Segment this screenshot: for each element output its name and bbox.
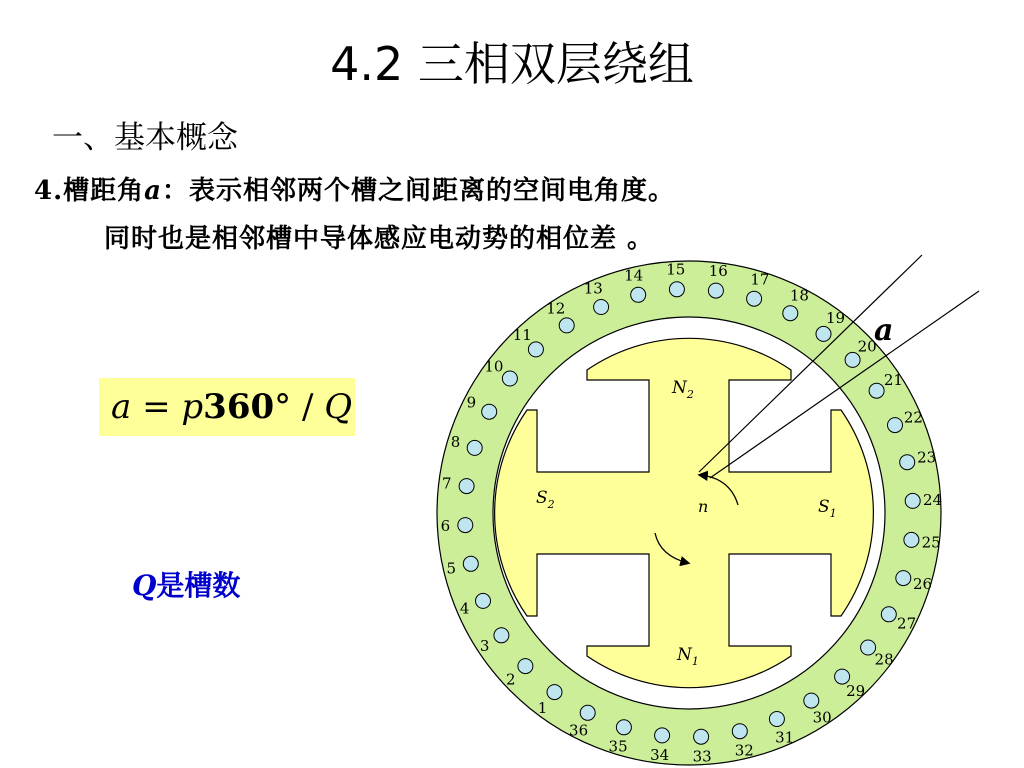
slot-label-5: 5 bbox=[446, 559, 457, 578]
slot-18 bbox=[783, 306, 798, 321]
definition-prefix: 4.槽距角 bbox=[34, 176, 145, 206]
definition-symbol: a bbox=[144, 176, 163, 206]
slot-5 bbox=[463, 556, 478, 571]
slot-2 bbox=[518, 659, 533, 674]
formula-p: p bbox=[181, 387, 204, 427]
slot-label-16: 16 bbox=[708, 261, 728, 280]
slot-label-30: 30 bbox=[812, 708, 832, 727]
slot-label-36: 36 bbox=[569, 721, 589, 740]
slot-label-27: 27 bbox=[897, 614, 917, 633]
slot-6 bbox=[458, 518, 473, 533]
q-symbol: Q bbox=[132, 569, 157, 602]
slot-34 bbox=[655, 728, 670, 743]
slot-17 bbox=[747, 291, 762, 306]
slot-label-17: 17 bbox=[750, 270, 770, 289]
slot-label-22: 22 bbox=[903, 408, 923, 427]
slot-35 bbox=[616, 720, 631, 735]
slot-8 bbox=[467, 440, 482, 455]
slot-10 bbox=[502, 371, 517, 386]
slot-label-7: 7 bbox=[442, 474, 452, 493]
slot-label-23: 23 bbox=[917, 448, 937, 467]
slot-33 bbox=[694, 729, 709, 744]
slot-15 bbox=[669, 282, 684, 297]
section-heading: 一、基本概念 bbox=[52, 120, 238, 156]
slot-label-19: 19 bbox=[825, 308, 846, 327]
slot-4 bbox=[476, 593, 491, 608]
slot-label-12: 12 bbox=[546, 299, 566, 318]
slot-label-26: 26 bbox=[912, 574, 933, 593]
slot-label-25: 25 bbox=[921, 533, 941, 552]
formula-360: 360 bbox=[203, 387, 275, 427]
slot-27 bbox=[881, 607, 896, 622]
slot-label-31: 31 bbox=[775, 728, 795, 747]
formula-lhs: a bbox=[111, 387, 132, 427]
pole-n2-label: $N_2$ bbox=[672, 378, 694, 401]
slot-19 bbox=[816, 326, 831, 341]
slot-21 bbox=[869, 383, 884, 398]
slot-label-34: 34 bbox=[650, 746, 670, 765]
speed-label: n bbox=[698, 497, 709, 516]
slot-label-24: 24 bbox=[923, 490, 943, 509]
slot-11 bbox=[528, 342, 543, 357]
slot-label-2: 2 bbox=[506, 670, 516, 689]
slot-1 bbox=[547, 685, 562, 700]
slot-12 bbox=[559, 318, 574, 333]
angle-label: a bbox=[874, 313, 894, 348]
formula-slash: / bbox=[291, 387, 325, 427]
page-title: 4.2 三相双层绕组 bbox=[330, 37, 694, 91]
slot-16 bbox=[708, 283, 723, 298]
definition-text: ：表示相邻两个槽之间距离的空间电角度。 bbox=[162, 176, 676, 206]
slot-label-9: 9 bbox=[466, 393, 477, 412]
slot-label-18: 18 bbox=[789, 286, 809, 305]
formula-q: Q bbox=[324, 387, 353, 427]
slot-3 bbox=[494, 628, 509, 643]
pole-s1-label: $S_1$ bbox=[818, 497, 837, 520]
slot-36 bbox=[580, 705, 595, 720]
slot-label-33: 33 bbox=[692, 747, 712, 766]
slot-label-1: 1 bbox=[537, 699, 548, 718]
slot-7 bbox=[459, 479, 474, 494]
slot-14 bbox=[631, 287, 646, 302]
slot-label-8: 8 bbox=[450, 433, 461, 452]
slot-label-4: 4 bbox=[459, 599, 470, 618]
slot-label-28: 28 bbox=[874, 650, 894, 669]
pole-s2-label: $S_2$ bbox=[536, 488, 555, 511]
slot-label-35: 35 bbox=[608, 737, 628, 756]
slot-label-21: 21 bbox=[883, 370, 903, 389]
slot-label-14: 14 bbox=[624, 266, 644, 285]
slot-30 bbox=[804, 693, 819, 708]
slot-label-3: 3 bbox=[479, 637, 490, 656]
slot-26 bbox=[896, 571, 911, 586]
slot-label-20: 20 bbox=[857, 337, 877, 356]
formula-equals: = bbox=[131, 387, 182, 427]
pole-n1-label: $N_1$ bbox=[677, 645, 699, 668]
slot-31 bbox=[769, 712, 784, 727]
formula-degree: ° bbox=[274, 387, 292, 427]
slot-32 bbox=[732, 724, 747, 739]
slot-9 bbox=[482, 404, 497, 419]
slot-24 bbox=[905, 493, 920, 508]
slot-label-10: 10 bbox=[484, 357, 504, 376]
slot-13 bbox=[594, 300, 609, 315]
definition-line-2: 同时也是相邻槽中导体感应电动势的相位差 。 bbox=[104, 224, 655, 254]
slot-23 bbox=[900, 455, 915, 470]
slot-label-13: 13 bbox=[583, 279, 603, 298]
slot-label-29: 29 bbox=[846, 682, 866, 701]
q-note-text: 是槽数 bbox=[156, 569, 241, 602]
slot-label-15: 15 bbox=[666, 260, 686, 279]
slot-22 bbox=[888, 418, 903, 433]
slot-label-32: 32 bbox=[734, 741, 754, 760]
slot-label-11: 11 bbox=[512, 325, 532, 344]
slot-label-6: 6 bbox=[440, 517, 451, 536]
slot-25 bbox=[904, 532, 919, 547]
slot-28 bbox=[861, 640, 876, 655]
